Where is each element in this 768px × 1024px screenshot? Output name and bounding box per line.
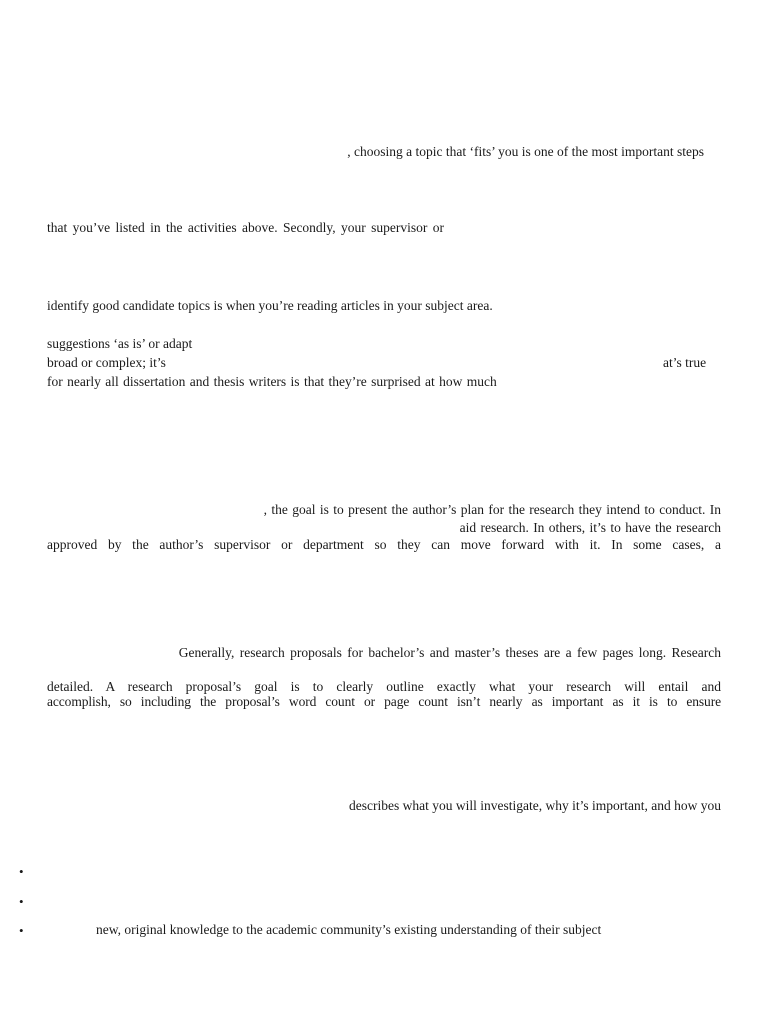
text-line-suggestions: suggestions ‘as is’ or adapt <box>47 336 193 351</box>
text-line-nearly-all: for nearly all dissertation and thesis writers is that they’re surprised at how much <box>47 374 497 389</box>
bullet-text: new, original knowledge to the academic community’s existing understanding of their subject <box>96 922 602 937</box>
text-line-broad-complex: broad or complex; it’s <box>47 355 166 370</box>
text-line-approved: approved by the author’s supervisor or department so they can move forward with it. In some cases, a <box>47 537 721 552</box>
text-line-describes: describes what you will investigate, why it’s important, and how you <box>349 798 721 813</box>
text-line-detailed: detailed. A research proposal’s goal is to clearly outline exactly what your research will entail and <box>47 679 721 694</box>
text-line-ats-true: at’s true <box>663 355 707 370</box>
bullet-marker: • <box>19 864 24 879</box>
text-line-goal-present: , the goal is to present the author’s plan for the research they intend to conduct. In <box>263 502 721 517</box>
text-line-accomplish: accomplish, so including the proposal’s word count or page count isn’t nearly as important as it is to ensure <box>47 694 721 709</box>
text-line-identify-topics: identify good candidate topics is when you’re reading articles in your subject area. <box>47 298 493 313</box>
bullet-marker: • <box>19 894 24 909</box>
text-line-topic-steps: , choosing a topic that ‘fits’ you is one of the most important steps <box>347 144 704 159</box>
text-line-aid-research: aid research. In others, it’s to have the research <box>459 520 721 535</box>
bullet-marker: • <box>19 923 24 938</box>
text-line-generally: Generally, research proposals for bachelor’s and master’s theses are a few pages long. Research <box>178 645 721 660</box>
text-line-listed-activities: that you’ve listed in the activities above. Secondly, your supervisor or <box>47 220 445 235</box>
